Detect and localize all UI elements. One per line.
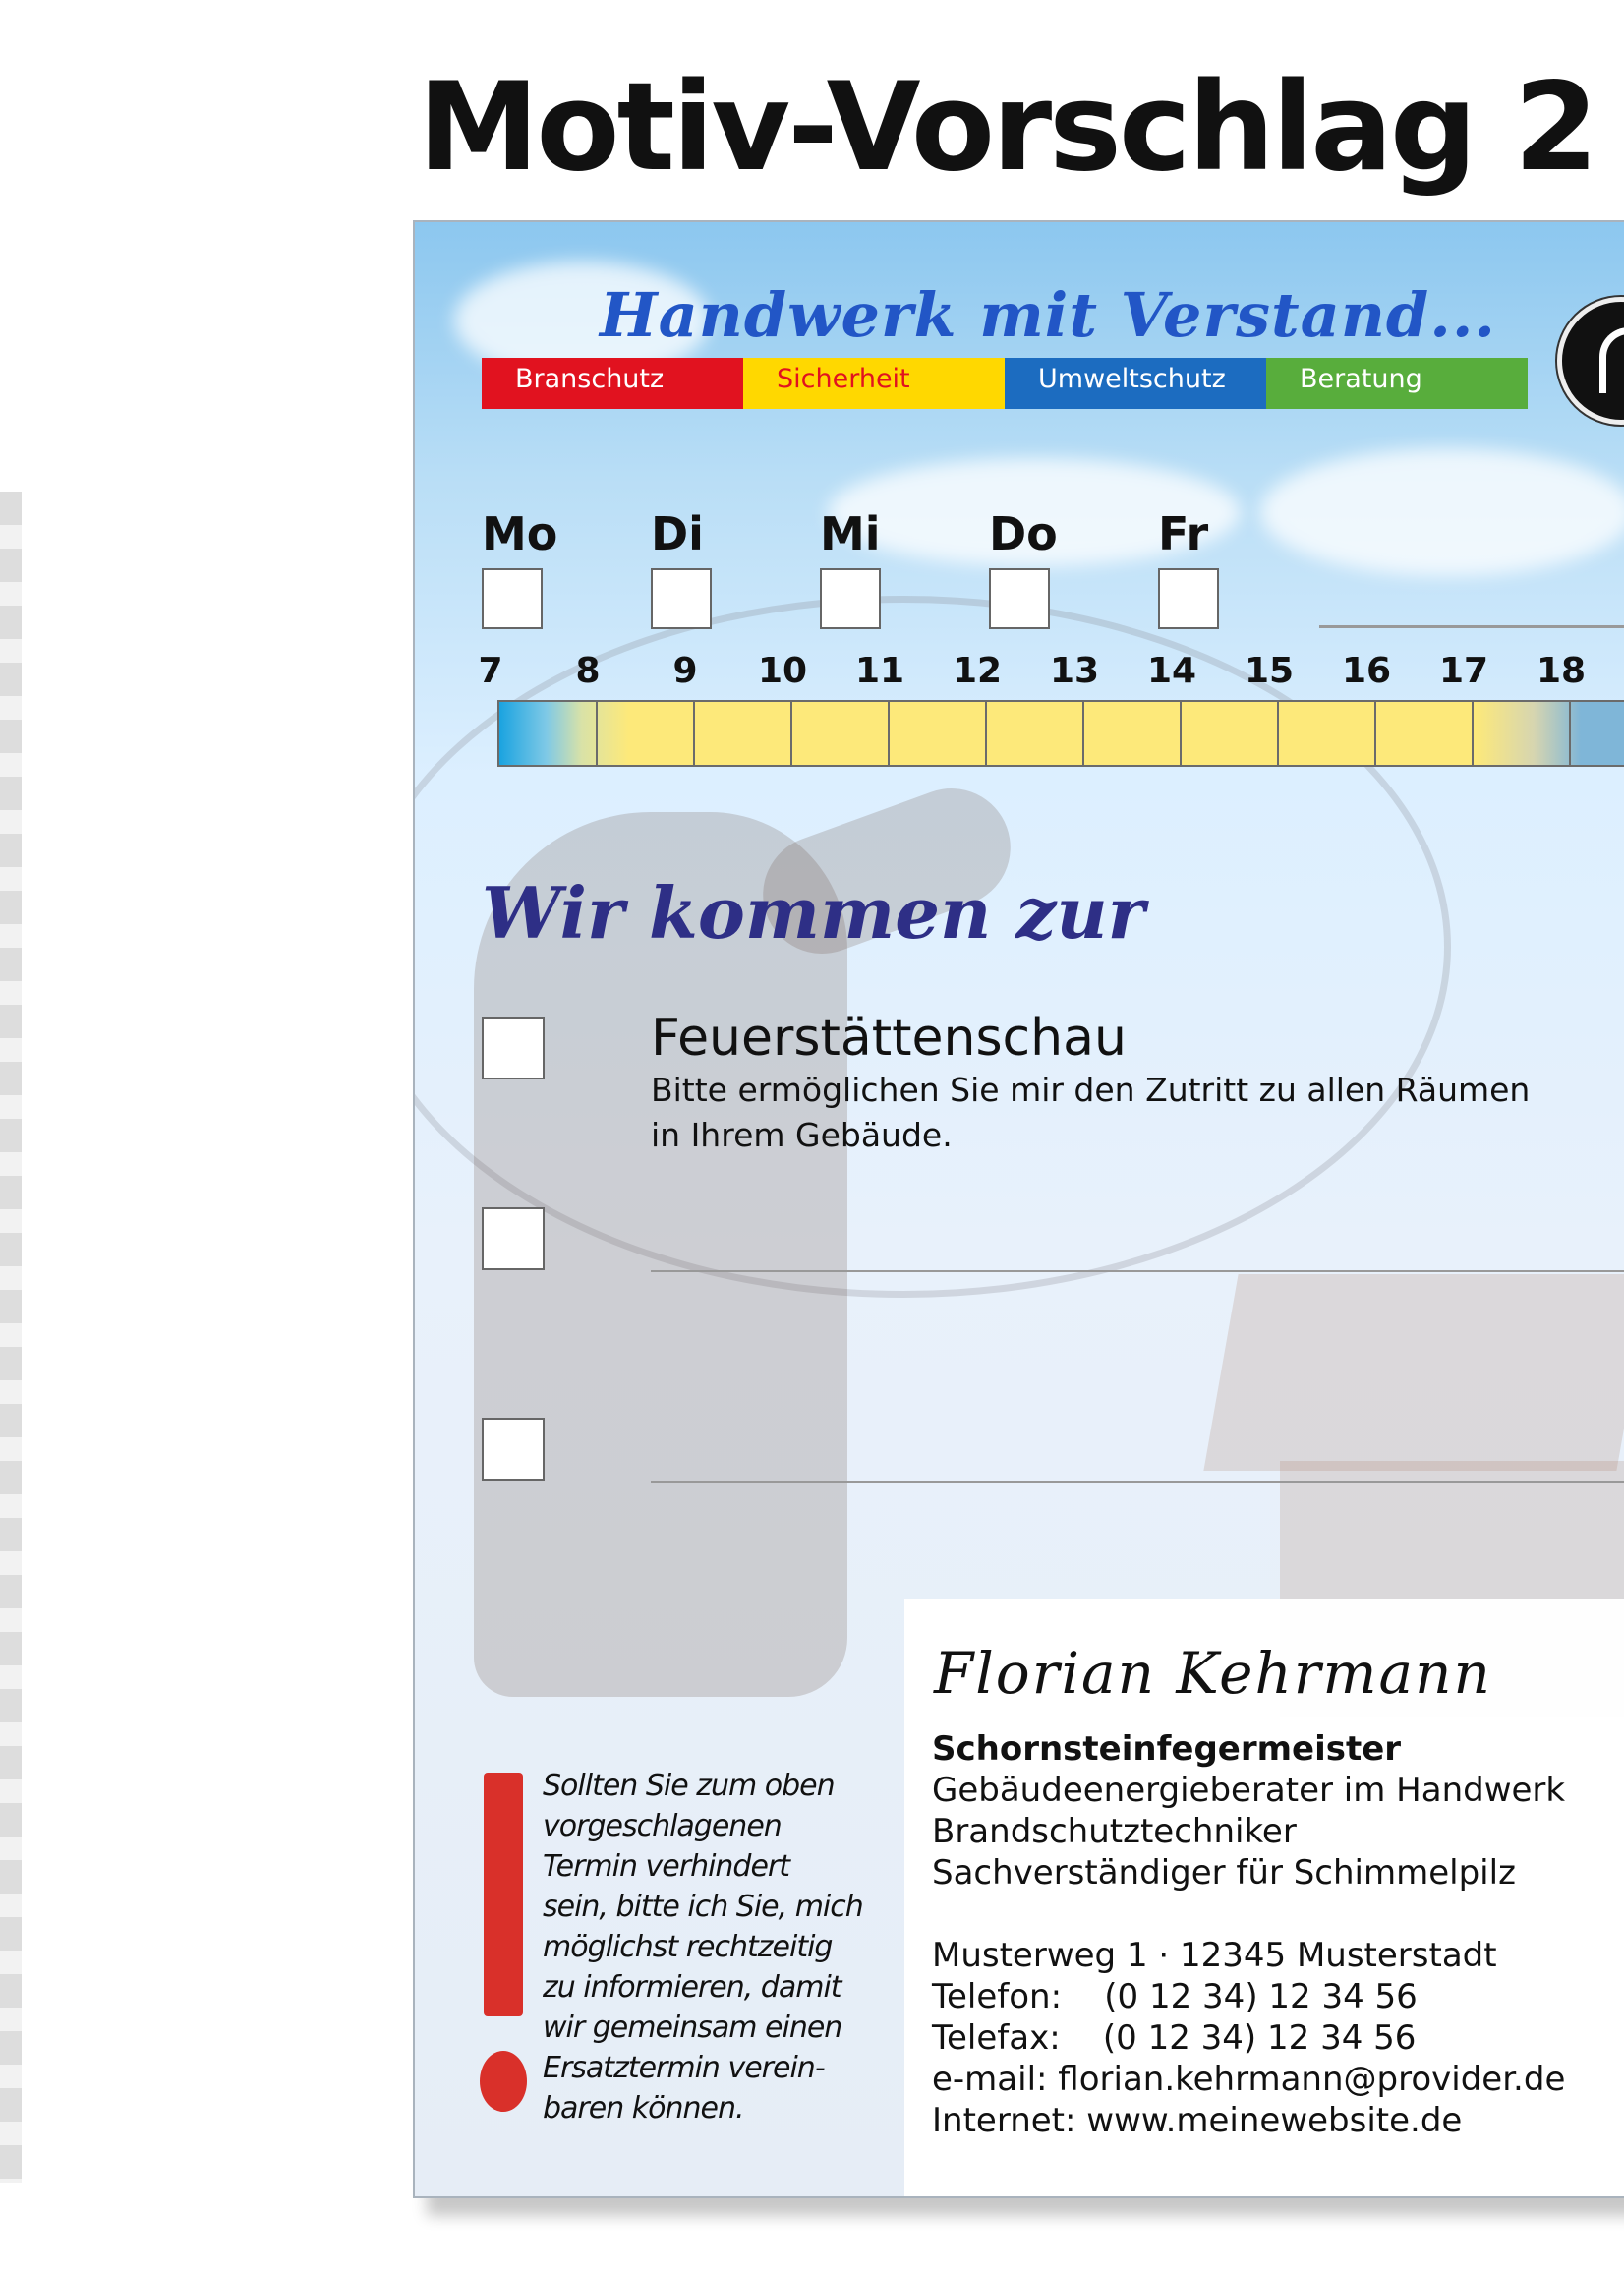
notice-line: baren können. xyxy=(543,2091,744,2126)
time-slot-divider xyxy=(1180,702,1182,765)
hour-label: 16 xyxy=(1341,651,1392,691)
contact-qualification: Gebäudeenergieberater im Handwerk xyxy=(932,1771,1566,1810)
slogan: Handwerk mit Verstand... xyxy=(600,279,1497,351)
exclamation-dot-icon xyxy=(480,2051,527,2112)
time-slot-divider xyxy=(790,702,792,765)
contact-spacer xyxy=(932,1894,1565,1935)
day-friday xyxy=(1158,507,1237,629)
notice-line: sein, bitte ich Sie, mich xyxy=(543,1890,863,1924)
contact-role: Schornsteinfegermeister xyxy=(932,1729,1402,1769)
time-slot-divider xyxy=(1374,702,1376,765)
notice-line: möglichst rechtzeitig xyxy=(543,1930,833,1964)
task-write-line-2[interactable] xyxy=(651,1481,1624,1483)
contact-qualification: Brandschutztechniker xyxy=(932,1812,1297,1851)
day-label: Mi xyxy=(820,507,881,560)
hour-label: 10 xyxy=(757,651,808,691)
time-slot-divider xyxy=(888,702,890,765)
signature: Florian Kehrmann xyxy=(934,1640,1492,1707)
page-title: Motiv-Vorschlag 2 xyxy=(418,57,1596,199)
hour-label: 18 xyxy=(1536,651,1587,691)
category-sicherheit: Sicherheit xyxy=(743,358,1005,409)
time-slot-divider xyxy=(1569,702,1571,765)
notice-line: vorgeschlagenen xyxy=(543,1809,782,1843)
hour-label: 12 xyxy=(952,651,1003,691)
task-description-line: in Ihrem Gebäude. xyxy=(651,1116,953,1154)
date-write-line[interactable] xyxy=(1319,625,1624,628)
category-umweltschutz: Umweltschutz xyxy=(1005,358,1266,409)
contact-website-link[interactable]: Internet: www.meinewebsite.de xyxy=(932,2101,1463,2140)
time-slot-divider xyxy=(1277,702,1279,765)
exclamation-icon xyxy=(484,1773,523,2016)
time-slot-bar[interactable] xyxy=(497,700,1624,767)
day-label: Fr xyxy=(1158,507,1209,560)
chimney-sweep-logo-icon xyxy=(1557,297,1624,425)
day-label: Do xyxy=(989,507,1058,560)
task-description-line: Bitte ermöglichen Sie mir den Zutritt zu allen Räumen xyxy=(651,1071,1531,1109)
contact-address: Musterweg 1 · 12345 Musterstadt xyxy=(932,1936,1497,1975)
hour-label: 17 xyxy=(1438,651,1489,691)
day-checkbox-wednesday[interactable] xyxy=(820,568,881,629)
notice-line: zu informieren, damit xyxy=(543,1970,841,2005)
notice-line: Ersatztermin verein- xyxy=(543,2051,825,2085)
day-checkbox-thursday[interactable] xyxy=(989,568,1050,629)
contact-phone: Telefon: (0 12 34) 12 34 56 xyxy=(932,1977,1418,2016)
notice-line: Termin verhindert xyxy=(543,1849,790,1884)
category-brandschutz: Branschutz xyxy=(482,358,743,409)
hour-label: 13 xyxy=(1049,651,1100,691)
contact-block xyxy=(904,1599,1624,2198)
hour-label: 11 xyxy=(854,651,905,691)
contact-qualification: Sachverständiger für Schimmelpilz xyxy=(932,1853,1516,1893)
task-checkbox-custom-1[interactable] xyxy=(482,1207,545,1270)
time-slot-divider xyxy=(1472,702,1474,765)
hour-label: 14 xyxy=(1146,651,1197,691)
contact-email-link[interactable]: e-mail: florian.kehrmann@provider.de xyxy=(932,2060,1566,2099)
task-write-line-1[interactable] xyxy=(651,1270,1624,1272)
task-checkbox-feuerstaettenschau[interactable] xyxy=(482,1017,545,1079)
chimney-decoration xyxy=(1203,1274,1624,1471)
day-label: Di xyxy=(651,507,704,560)
hour-label: 9 xyxy=(672,651,698,691)
day-checkbox-tuesday[interactable] xyxy=(651,568,712,629)
day-wednesday xyxy=(820,507,899,629)
time-slot-divider xyxy=(693,702,695,765)
day-checkbox-friday[interactable] xyxy=(1158,568,1219,629)
day-checkbox-monday[interactable] xyxy=(482,568,543,629)
time-slot-divider xyxy=(596,702,598,765)
task-description xyxy=(651,1068,1624,1158)
hour-label: 7 xyxy=(478,651,503,691)
reschedule-notice xyxy=(543,1766,867,2128)
section-title: Wir kommen zur xyxy=(482,871,1145,955)
notice-line: wir gemeinsam einen xyxy=(543,2011,842,2045)
task-title: Feuerstättenschau xyxy=(651,1009,1127,1068)
notice-line: Sollten Sie zum oben xyxy=(543,1769,835,1803)
hour-label: 15 xyxy=(1244,651,1295,691)
day-label: Mo xyxy=(482,507,558,560)
day-thursday xyxy=(989,507,1068,629)
time-slot-divider xyxy=(985,702,987,765)
task-checkbox-custom-2[interactable] xyxy=(482,1418,545,1481)
contact-details xyxy=(932,1728,1565,2141)
category-bar xyxy=(482,358,1528,409)
category-beratung: Beratung xyxy=(1266,358,1528,409)
day-monday xyxy=(482,507,560,629)
time-slot-divider xyxy=(1082,702,1084,765)
day-tuesday xyxy=(651,507,729,629)
appointment-card xyxy=(413,220,1624,2198)
side-stripe-decoration xyxy=(0,492,22,2183)
contact-fax: Telefax: (0 12 34) 12 34 56 xyxy=(932,2018,1417,2058)
cloud-decoration xyxy=(1260,448,1624,576)
hour-label: 8 xyxy=(575,651,601,691)
